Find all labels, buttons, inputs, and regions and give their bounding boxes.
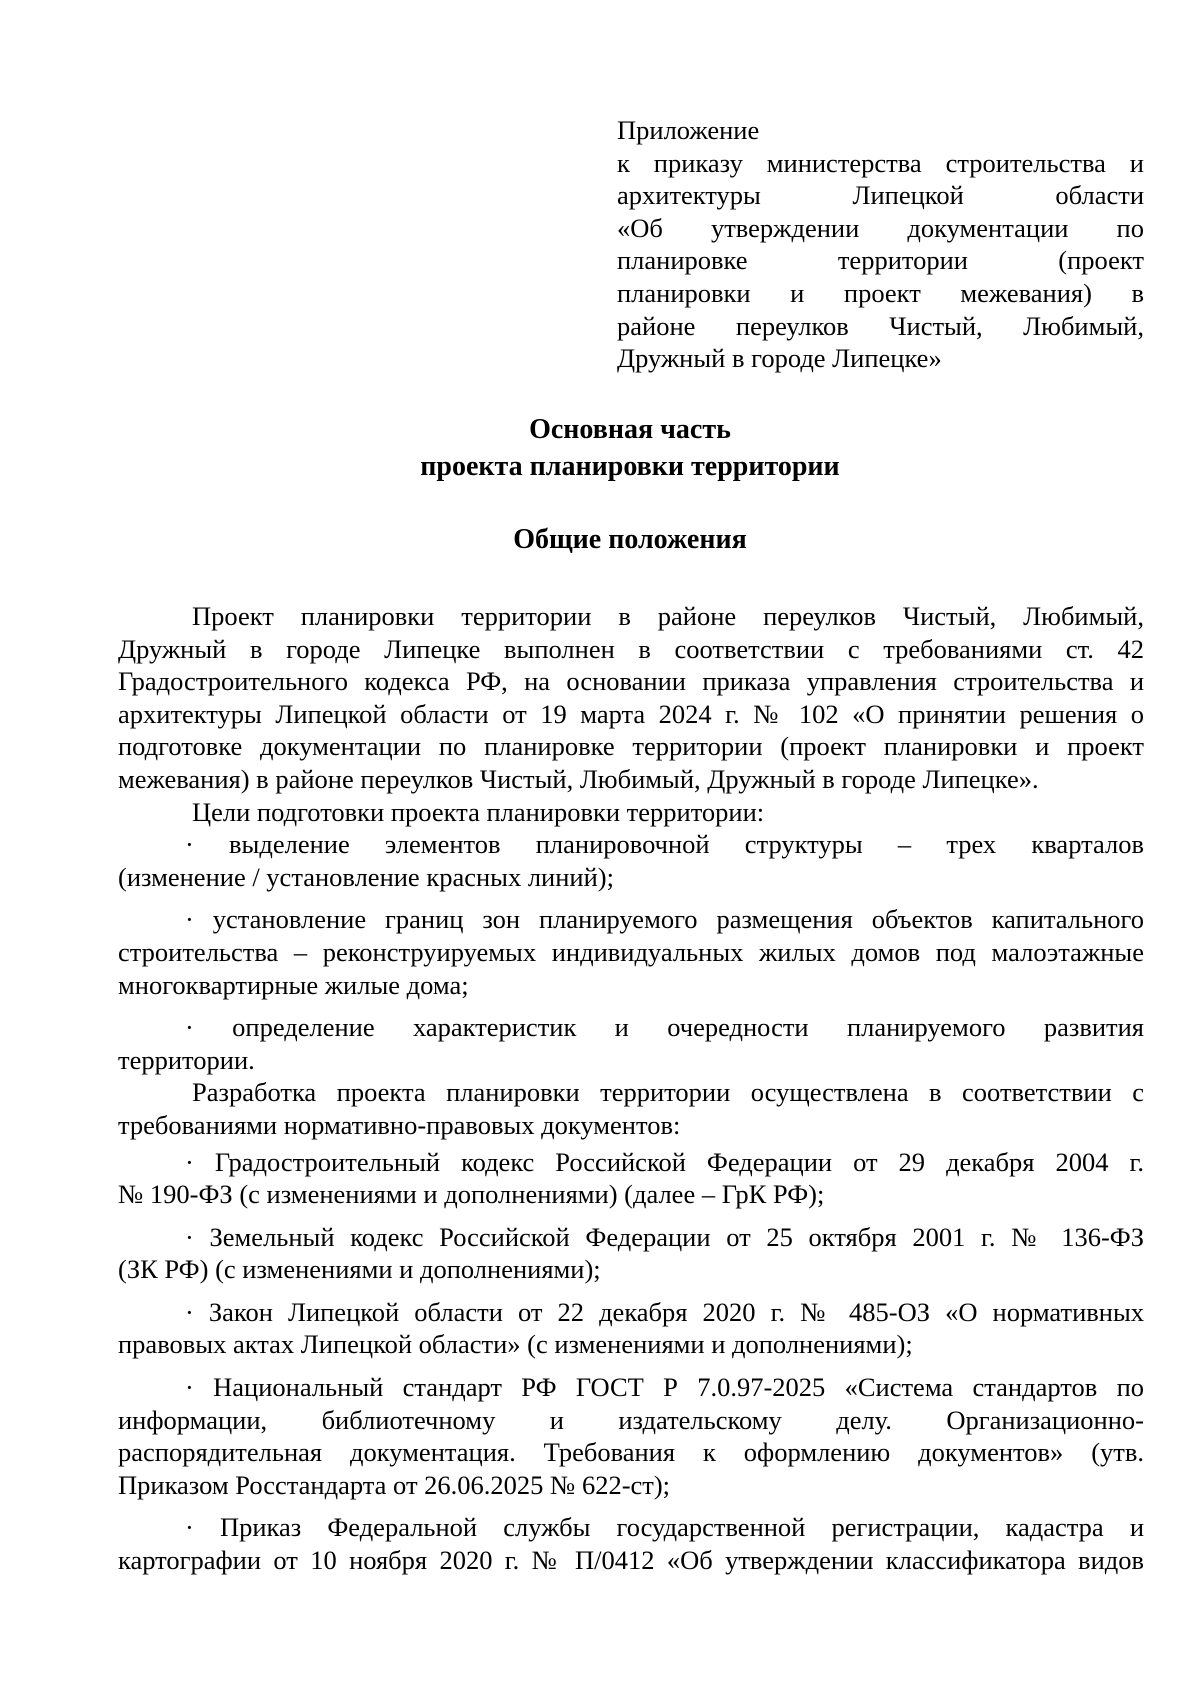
text-line: · определение характеристик и очередности планируемого развития [185,1012,1144,1043]
text-line: · Земельный кодекс Российской Федерации от 25 октября 2001 г. № 136-ФЗ [185,1221,1144,1252]
doc-item [118,1371,1144,1501]
text-line: территории. [118,1044,255,1075]
text-line: архитектуры Липецкой области от 19 марта 2024 г. № 102 «О принятии решения о [118,698,1144,729]
doc-item [118,1296,1144,1361]
text-line: информации, библиотечному и издательскому делу. Организационно- [118,1404,1144,1435]
text-line: Дружный в городе Липецке выполнен в соответствии с требованиями ст. 42 [118,633,1144,664]
appendix-line: к приказу министерства строительства и [617,147,1144,178]
text-line: строительства – реконструируемых индивидуальных жилых домов под малоэтажные [118,936,1144,967]
goals-heading: Цели подготовки проекта планировки территории: [192,796,765,827]
appendix-line: планировки и проект межевания) в [617,277,1144,308]
main-subtitle: проекта планировки территории [420,451,840,482]
text-line: · Приказ Федеральной службы государственной регистрации, кадастра и [185,1512,1144,1543]
appendix-line: архитектуры Липецкой области [617,180,1144,211]
appendix-line: планировке территории (проект [617,245,1144,276]
text-line: картографии от 10 ноября 2020 г. № П/0412 «Об утверждении классификатора видов [118,1545,1144,1576]
text-line: Разработка проекта планировки территории осуществлена в соответствии с [192,1077,1144,1108]
text-line: (ЗК РФ) (с изменениями и дополнениями); [118,1254,601,1285]
text-line: Проект планировки территории в районе переулков Чистый, Любимый, [192,601,1144,631]
document-body [118,600,1144,1577]
text-line: № 190-ФЗ (с изменениями и дополнениями) (далее – ГрК РФ); [118,1179,825,1210]
text-line: распорядительная документация. Требования к оформлению документов» (утв. [118,1437,1144,1468]
text-line: (изменение / установление красных линий); [118,861,614,892]
goal-item [118,828,1144,893]
text-line: · Национальный стандарт РФ ГОСТ Р 7.0.97-2025 «Система стандартов по [185,1372,1144,1403]
appendix-line: Дружный в городе Липецке» [617,343,942,374]
text-line: многоквартирные жилые дома; [118,969,469,1000]
text-line: · выделение элементов планировочной структуры – трех кварталов [185,829,1144,860]
goal-item [118,903,1144,1001]
goal-item [118,1011,1144,1076]
doc-item [118,1221,1144,1286]
text-line: межевания) в районе переулков Чистый, Любимый, Дружный в городе Липецке». [118,763,1039,794]
text-line: · установление границ зон планируемого размещения объектов капитального [185,904,1144,935]
appendix-line: «Об утверждении документации по [617,212,1144,243]
intro-paragraph [118,600,1144,796]
appendix-header [617,114,1144,375]
doc-item [118,1146,1144,1211]
appendix-line: районе переулков Чистый, Любимый, [617,310,1144,341]
text-line: Градостроительного кодекса РФ, на основании приказа управления строительства и [118,666,1144,697]
text-line: · Закон Липецкой области от 22 декабря 2020 г. № 485-ОЗ «О нормативных [185,1296,1144,1327]
section-heading: Общие положения [513,524,747,555]
doc-item [118,1511,1144,1576]
main-title: Основная часть [529,414,731,445]
appendix-line: Приложение [617,115,760,145]
docs-heading [118,1076,1144,1141]
text-line: требованиями нормативно-правовых документов: [118,1109,681,1140]
text-line: · Градостроительный кодекс Российской Федерации от 29 декабря 2004 г. [185,1146,1144,1177]
text-line: правовых актах Липецкой области» (с изменениями и дополнениями); [118,1329,913,1360]
text-line: подготовке документации по планировке территории (проект планировки и проект [118,731,1144,762]
text-line: Приказом Росстандарта от 26.06.2025 № 622-ст); [118,1469,671,1500]
